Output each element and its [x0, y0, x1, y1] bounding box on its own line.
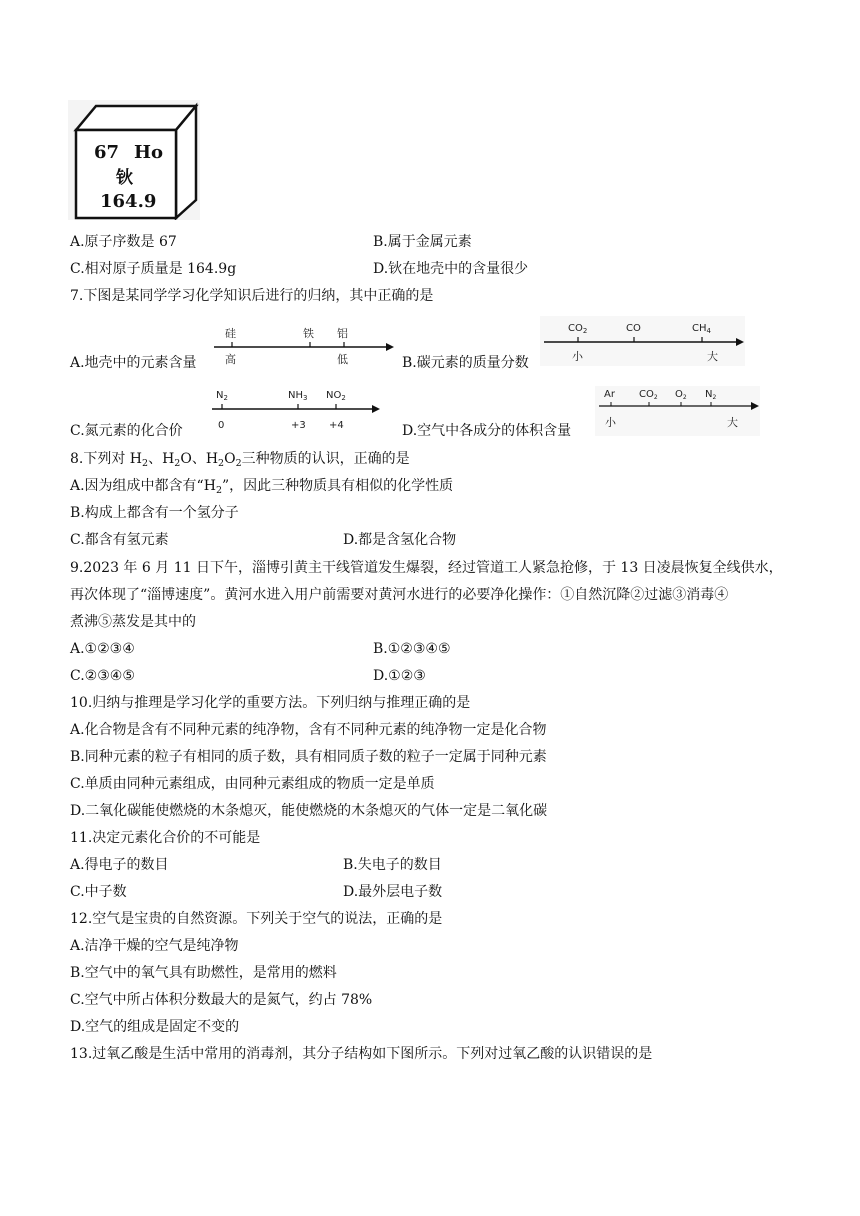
- q6-option-c: C.相对原子质量是 164.9g: [70, 261, 237, 277]
- element-symbol: Ho: [134, 142, 164, 163]
- q12-option-b: B.空气中的氧气具有助燃性，是常用的燃料: [70, 965, 337, 981]
- q7-scale-c: [208, 384, 380, 434]
- q9-stem-line3: 煮沸⑤蒸发是其中的: [70, 614, 196, 630]
- element-number: 67: [94, 142, 120, 163]
- q7-option-a: A.地壳中的元素含量: [70, 355, 197, 371]
- q13-stem: 13.过氧乙酸是生活中常用的消毒剂，其分子结构如下图所示。下列对过氧乙酸的认识错误的是: [70, 1046, 653, 1062]
- q7-option-d: D.空气中各成分的体积含量: [402, 423, 572, 439]
- q6-option-a: A.原子序数是 67: [70, 234, 177, 250]
- scale-c-label-no2: $NO_2$: [326, 390, 346, 402]
- scale-d-label-small: 小: [605, 416, 616, 429]
- scale-a-label-fe: 铁: [303, 327, 314, 340]
- q10-option-b: B.同种元素的粒子有相同的质子数，具有相同质子数的粒子一定属于同种元素: [70, 749, 547, 765]
- q8-stem: 8.下列对 $H_2$、$H_2O$、$H_2O_2$三种物质的认识，正确的是: [70, 451, 410, 469]
- q11-option-c: C.中子数: [70, 884, 127, 900]
- scale-d-label-o2: $O_2$: [675, 389, 687, 401]
- q12-option-c: C.空气中所占体积分数最大的是氮气，约占 78%: [70, 992, 373, 1008]
- scale-d-label-co2: $CO_2$: [639, 389, 658, 401]
- scale-b-label-small: 小: [572, 350, 583, 363]
- q10-option-d: D.二氧化碳能使燃烧的木条熄灭，能使燃烧的木条熄灭的气体一定是二氧化碳: [70, 803, 548, 819]
- scale-c-label-plus3: +3: [291, 420, 306, 431]
- scale-c-label-n2: $N_2$: [216, 390, 228, 402]
- q7-option-c: C.氮元素的化合价: [70, 423, 183, 439]
- q11-option-a: A.得电子的数目: [70, 857, 169, 873]
- element-mass: 164.9: [100, 191, 157, 212]
- scale-b-label-co2: $CO_2$: [568, 323, 588, 335]
- q9-stem-line1: 9.2023 年 6 月 11 日下午，淄博引黄主干线管道发生爆裂，经过管道工人紧急抢修，于 13 日凌晨恢复全线供水，: [70, 560, 783, 576]
- q11-option-d: D.最外层电子数: [343, 884, 443, 900]
- q7-stem: 7.下图是某同学学习化学知识后进行的归纳，其中正确的是: [70, 288, 434, 304]
- q10-option-c: C.单质由同种元素组成，由同种元素组成的物质一定是单质: [70, 776, 435, 792]
- q8-option-a: A.因为组成中都含有“$H_2$”，因此三种物质具有相似的化学性质: [70, 478, 454, 496]
- q8-option-b: B.构成上都含有一个氢分子: [70, 505, 239, 521]
- q12-option-d: D.空气的组成是固定不变的: [70, 1019, 240, 1035]
- q6-option-d: D.钬在地壳中的含量很少: [373, 261, 529, 277]
- scale-b-label-co: CO: [626, 323, 641, 334]
- q11-stem: 11.决定元素化合价的不可能是: [70, 830, 261, 846]
- q7-scale-d: [595, 386, 760, 436]
- scale-d-label-large: 大: [727, 416, 738, 429]
- q9-option-d: D.①②③: [373, 668, 426, 684]
- element-name: 钬: [116, 168, 133, 188]
- q10-option-a: A.化合物是含有不同种元素的纯净物，含有不同种元素的纯净物一定是化合物: [70, 722, 547, 738]
- scale-b-label-ch4: $CH_4$: [692, 323, 711, 335]
- scale-a-label-si: 硅: [225, 327, 236, 340]
- q12-option-a: A.洁净干燥的空气是纯净物: [70, 938, 239, 954]
- scale-c-label-plus4: +4: [329, 420, 344, 431]
- q8-option-c: C.都含有氢元素: [70, 532, 169, 548]
- q9-option-c: C.②③④⑤: [70, 668, 135, 684]
- q11-option-b: B.失电子的数目: [343, 857, 442, 873]
- q7-option-b: B.碳元素的质量分数: [402, 355, 529, 371]
- scale-b-label-large: 大: [707, 350, 718, 363]
- scale-d-label-ar: Ar: [604, 389, 615, 400]
- scale-a-label-al: 铝: [337, 327, 348, 340]
- scale-c-label-nh3: $NH_3$: [288, 390, 308, 402]
- q8-option-d: D.都是含氢化合物: [343, 532, 457, 548]
- q9-stem-line2: 再次体现了“淄博速度”。黄河水进入用户前需要对黄河水进行的必要净化操作：①自然沉降②过滤③消毒④: [70, 587, 729, 603]
- scale-a-label-low: 低: [337, 353, 348, 366]
- q7-scale-a: [210, 322, 395, 368]
- q7-scale-b: [540, 316, 745, 366]
- q9-option-a: A.①②③④: [70, 641, 135, 657]
- q6-option-b: B.属于金属元素: [373, 234, 472, 250]
- scale-a-label-high: 高: [225, 353, 236, 366]
- element-card-figure: [68, 100, 200, 220]
- q10-stem: 10.归纳与推理是学习化学的重要方法。下列归纳与推理正确的是: [70, 695, 471, 711]
- scale-c-label-0: 0: [218, 420, 225, 431]
- q9-option-b: B.①②③④⑤: [373, 641, 451, 657]
- scale-d-label-n2: $N_2$: [705, 389, 717, 401]
- q12-stem: 12.空气是宝贵的自然资源。下列关于空气的说法，正确的是: [70, 911, 443, 927]
